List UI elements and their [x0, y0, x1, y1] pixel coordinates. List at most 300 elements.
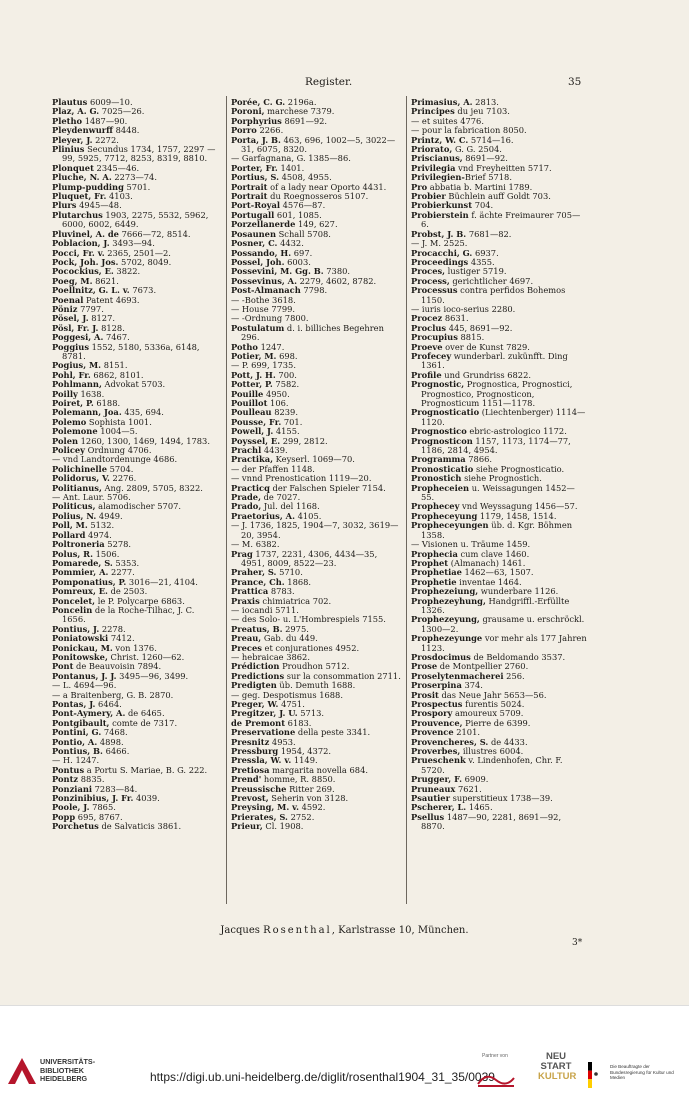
index-references: 2196a.: [285, 97, 317, 107]
index-references: von 1376.: [112, 642, 157, 653]
index-column-1: [52, 98, 220, 832]
index-references: Büchlein auff Goldt 703.: [445, 191, 551, 202]
index-references: wunderbarl. zukünfft. Ding 1361.: [421, 350, 568, 371]
publisher-address: , Karlstrasse 10, München.: [331, 925, 469, 936]
index-references: 4103.: [106, 191, 133, 202]
index-references: 4508, 4955.: [278, 172, 332, 183]
index-references: 4576—87.: [279, 200, 326, 211]
index-references: 8151.: [101, 360, 128, 371]
index-headword: Pontini, G.: [52, 727, 102, 738]
index-headword: Pontus: [52, 764, 85, 775]
index-headword: Portrait: [231, 191, 268, 202]
index-references: — House 7799.: [231, 303, 296, 314]
index-headword: Psautier: [411, 793, 450, 804]
index-references: 1149.: [291, 755, 318, 766]
index-column-3: [411, 98, 587, 832]
index-references: — Garfagnana, G. 1385—86.: [231, 153, 351, 164]
index-references: 8783.: [268, 586, 295, 597]
index-headword: Prophezeiung,: [411, 586, 479, 597]
index-entry: [411, 813, 587, 832]
index-headword: Pontgibault,: [52, 717, 110, 728]
index-headword: Pommier, A.: [52, 567, 109, 578]
index-references: G. G. 2504.: [452, 144, 502, 155]
index-headword: Propheceien: [411, 482, 470, 493]
index-entry: [52, 606, 220, 625]
index-headword: Pressla, W. v.: [231, 755, 292, 766]
index-headword: Polemann, Joa.: [52, 407, 122, 418]
index-references: sur la consommation 2711.: [284, 670, 401, 681]
index-headword: Pruneaux: [411, 783, 456, 794]
index-references: 7797.: [77, 303, 104, 314]
signature-mark: 3*: [572, 938, 583, 948]
index-entry: [411, 380, 587, 408]
index-headword: Probierkunst: [411, 200, 473, 211]
index-references: — der Pfaffen 1148.: [231, 463, 315, 474]
index-headword: Presnitz: [231, 736, 270, 747]
index-references: 1638.: [77, 388, 105, 399]
index-headword: Pösl, Fr. J.: [52, 322, 99, 333]
index-entry: [231, 324, 401, 343]
index-references: 7865.: [89, 802, 116, 813]
index-headword: Profile: [411, 369, 442, 380]
index-references: 2365, 2501—2.: [104, 247, 171, 258]
index-references: 1903, 2275, 5532, 5962, 6000, 6002, 6449.: [62, 209, 209, 230]
index-references: ebric-astrologico 1172.: [466, 426, 567, 437]
index-references: 4751.: [278, 699, 305, 709]
index-headword: Prance, Ch.: [231, 576, 285, 587]
index-headword: Possevinus, A.: [231, 275, 297, 286]
index-references: 2752.: [287, 811, 315, 822]
index-headword: Pletho: [52, 115, 83, 126]
index-headword: Pocci, Fr. v.: [52, 247, 105, 258]
index-entry: [411, 615, 587, 634]
index-headword: Procez: [411, 313, 443, 324]
index-column-2: [231, 98, 401, 832]
index-headword: Pocockius, E.: [52, 266, 114, 277]
index-references: 374.: [461, 680, 483, 691]
publisher-footer: [0, 925, 689, 936]
index-references: 3822.: [113, 266, 141, 277]
index-headword: Pontio, A.: [52, 736, 98, 747]
index-headword: Prieur,: [231, 821, 263, 832]
index-references: 4953.: [269, 736, 296, 747]
index-references: 8691—92.: [281, 115, 328, 126]
index-references: Sophista 1001.: [86, 416, 152, 427]
index-headword: Possando, H.: [231, 247, 292, 258]
index-headword: Poltroneria: [52, 539, 105, 550]
index-references: de la Roche-Tilhac, J. C. 1656.: [62, 604, 195, 625]
index-references: 2975.: [282, 623, 309, 634]
index-headword: de Premont: [231, 717, 286, 728]
index-entry: [231, 822, 401, 831]
index-references: 7467.: [103, 332, 130, 343]
index-headword: Profecey: [411, 350, 452, 361]
index-references: 2101.: [453, 727, 480, 738]
index-references: chimiatrica 702.: [259, 595, 332, 606]
index-headword: Poenal: [52, 294, 84, 305]
index-references: Proudhon 5712.: [279, 661, 350, 672]
index-headword: Pomreux, E.: [52, 586, 108, 597]
index-references: Seherin von 3128.: [268, 793, 349, 804]
index-headword: Pöniz: [52, 303, 78, 314]
index-references: Gab. du 449.: [261, 633, 318, 644]
column-divider: [226, 96, 227, 904]
index-references: 4355.: [468, 256, 495, 267]
index-headword: Poellnitz, G. L. v.: [52, 285, 130, 296]
index-headword: Preservatione: [231, 727, 296, 738]
index-headword: Portius, S.: [231, 172, 279, 183]
index-references: — J. 1736, 1825, 1904—7, 3032, 3619—20, 3954.: [231, 520, 399, 540]
index-references: 2266.: [256, 125, 284, 136]
index-headword: Prophet: [411, 557, 449, 568]
index-entry: [411, 211, 587, 230]
index-references: 7666—72, 8514.: [118, 228, 191, 239]
index-headword: Practicq: [231, 482, 270, 493]
index-headword: Plautus: [52, 97, 88, 107]
index-headword: Predictions: [231, 670, 285, 681]
index-references: 7681—82.: [466, 228, 512, 239]
index-headword: Pleydenwurff: [52, 125, 113, 136]
index-entry: [231, 136, 401, 155]
index-references: cum clave 1460.: [457, 548, 530, 559]
index-headword: Prevost,: [231, 793, 269, 804]
index-references: — iocandi 5711.: [231, 604, 299, 615]
index-headword: Poroni,: [231, 106, 265, 117]
index-headword: Pleyer, J.: [52, 134, 93, 145]
index-entry: [52, 343, 220, 362]
index-references: 4949.: [96, 510, 123, 521]
index-headword: Pluvinel, A. de: [52, 228, 119, 239]
index-headword: Praetorius, A.: [231, 510, 295, 521]
index-headword: Pontz: [52, 774, 79, 785]
university-library-logo-icon[interactable]: [8, 1056, 36, 1084]
index-references: 3495—96, 3499.: [116, 670, 189, 681]
index-headword: Poll, M.: [52, 520, 88, 531]
index-references: üb. Demuth 1688.: [276, 680, 356, 691]
index-entry: [411, 634, 587, 653]
index-references: 2813.: [472, 97, 499, 107]
index-headword: Prose: [411, 661, 438, 672]
index-headword: Prophetie: [411, 576, 457, 587]
index-references: — -Bothe 3618.: [231, 294, 296, 305]
index-headword: Priorato,: [411, 144, 453, 155]
library-name[interactable]: [40, 1058, 95, 1084]
index-references: 704.: [472, 200, 494, 211]
publisher-surname: Rosenthal: [263, 925, 332, 936]
index-headword: Programma: [411, 454, 466, 465]
index-references: du jeu 7103.: [454, 106, 510, 117]
index-headword: Postulatum: [231, 322, 285, 333]
library-name-line: UNIVERSITÄTS- BIBLIOTHEK HEIDELBERG: [40, 1057, 96, 1084]
index-references: der Falschen Spieler 7154.: [269, 482, 386, 493]
index-headword: Pousse, Fr.: [231, 416, 282, 427]
index-references: 435, 694.: [121, 407, 164, 418]
index-headword: Potter, P.: [231, 379, 273, 390]
index-references: Secundus 1734, 1757, 2297 —99, 5925, 7712, 8253, 8319, 8810.: [62, 144, 216, 164]
index-references: v. Lindenhofen, Chr. F. 5720.: [421, 755, 563, 775]
index-references: Handgriffl.-Erfüllte 1326.: [421, 595, 570, 615]
index-entry: [411, 286, 587, 305]
index-references: 5713.: [297, 708, 325, 719]
index-headword: Pronostich: [411, 473, 462, 484]
index-references: — vnd Landtordenunge 4686.: [52, 454, 178, 465]
index-references: 700.: [275, 369, 297, 380]
index-references: 1247.: [257, 341, 285, 352]
index-references: Schall 5708.: [275, 228, 331, 239]
index-references: 1462—63, 1507.: [461, 567, 534, 578]
index-references: 601, 1085.: [274, 209, 322, 220]
neustart-line1: NEU: [545, 1051, 567, 1062]
index-references: superstitieux 1738—39.: [449, 793, 553, 804]
index-headword: Plinius: [52, 144, 85, 155]
index-references: 6466.: [102, 746, 130, 757]
index-headword: Pro: [411, 181, 428, 192]
index-headword: Proclus: [411, 322, 447, 333]
index-references: Brief 5718.: [464, 172, 512, 183]
index-headword: Preces: [231, 642, 262, 653]
index-headword: Prueschenk: [411, 755, 466, 766]
index-headword: Politianus,: [52, 482, 102, 493]
index-headword: Proserpina: [411, 680, 462, 691]
index-references: 6909.: [462, 774, 489, 785]
index-headword: Post-Almanach: [231, 285, 301, 296]
index-references: — et suites 4776.: [411, 115, 484, 126]
index-references: Advokat 5703.: [101, 379, 166, 390]
index-references: 6862, 8101.: [90, 369, 144, 380]
index-headword: Ponickau, M.: [52, 642, 113, 653]
partner-logo-icon[interactable]: [474, 1070, 518, 1090]
index-headword: Provence: [411, 727, 454, 738]
index-references: — H. 1247.: [52, 755, 100, 766]
index-headword: Process,: [411, 275, 450, 286]
index-references: 299, 2812.: [280, 435, 328, 446]
index-references: 6937.: [472, 247, 499, 258]
index-headword: Primasius, A.: [411, 97, 473, 107]
index-references: (Almanach) 1461.: [448, 557, 526, 568]
index-references: Cl. 1908.: [262, 821, 304, 832]
index-headword: Praher, S.: [231, 567, 277, 578]
index-references: 7582.: [272, 379, 300, 390]
index-headword: Possel, Joh.: [231, 256, 285, 267]
index-headword: Prédiction: [231, 661, 280, 672]
index-headword: Preatus, B.: [231, 623, 283, 634]
column-divider: [406, 96, 407, 904]
index-references: 8835.: [78, 774, 105, 785]
index-references: 1179, 1458, 1514.: [477, 510, 557, 521]
index-references: f. ächte Freimaurer 705—6.: [421, 209, 581, 230]
index-references: vor mehr als 177 Jahren 1123.: [421, 633, 587, 653]
neustart-kultur-logo[interactable]: [538, 1051, 577, 1082]
index-headword: Provencheres, S.: [411, 736, 489, 747]
index-headword: Poblacion, J.: [52, 238, 110, 249]
index-references: de Montpellier 2760.: [437, 661, 529, 672]
page-url[interactable]: https://digi.ub.uni-heidelberg.de/diglit/rosenthal1904_31_35/0039: [150, 1070, 495, 1084]
index-headword: Pollard: [52, 529, 86, 540]
federal-commissioner-logo[interactable]: [588, 1062, 684, 1092]
index-headword: Politicus,: [52, 501, 96, 512]
index-headword: Poole, J.: [52, 802, 90, 813]
index-headword: Prattica: [231, 586, 269, 597]
index-entry: [411, 352, 587, 371]
index-references: 4898.: [97, 736, 124, 747]
index-references: — a Braitenberg, G. B. 2870.: [52, 689, 174, 700]
index-references: 6009—10.: [87, 97, 133, 107]
index-headword: Priscianus,: [411, 153, 463, 164]
index-references: üb. d. Kgr. Böhmen 1358.: [421, 520, 573, 540]
index-references: 3016—21, 4104.: [126, 576, 198, 587]
index-headword: Procacchi, G.: [411, 247, 473, 258]
index-headword: Ponitowske,: [52, 651, 108, 662]
index-references: de Salvaticis 3861.: [98, 821, 182, 832]
index-headword: Privilegia: [411, 162, 456, 173]
index-headword: Potier, M.: [231, 350, 277, 361]
index-headword: Pluche, N. A.: [52, 172, 112, 183]
index-headword: Prophetiae: [411, 567, 462, 578]
index-headword: Prospory: [411, 708, 453, 719]
index-references: grausame u. erschröckl. 1300—2.: [421, 614, 585, 634]
index-headword: Proces,: [411, 266, 446, 277]
index-headword: Prouvence,: [411, 717, 463, 728]
index-headword: Prugger, F.: [411, 774, 463, 785]
index-references: 2273—74.: [111, 172, 157, 183]
index-headword: Printz, W. C.: [411, 134, 469, 145]
index-headword: Prosit: [411, 689, 439, 700]
index-references: 149, 627.: [295, 219, 338, 230]
index-headword: Posaunen: [231, 228, 276, 239]
index-references: 7412.: [108, 633, 135, 644]
index-headword: Poyssel, E.: [231, 435, 281, 446]
running-head: [0, 76, 689, 90]
index-headword: Principes: [411, 106, 455, 117]
index-headword: Prophezeyung,: [411, 614, 480, 625]
index-references: 7673.: [129, 285, 157, 296]
index-references: (Liechtenberger) 1114—1120.: [421, 407, 586, 427]
index-references: 1157, 1173, 1174—77, 1186, 2814, 4954.: [421, 435, 571, 456]
index-references: 698.: [276, 350, 298, 361]
index-references: Ritter 269.: [286, 783, 335, 794]
index-entry: [411, 484, 587, 503]
index-headword: Pretiosa: [231, 764, 270, 775]
index-references: 4432.: [277, 238, 304, 249]
index-references: 7468.: [101, 727, 128, 738]
index-headword: Pluquet, Fr.: [52, 191, 107, 202]
index-headword: Plurs: [52, 200, 77, 211]
index-references: lustiger 5719.: [445, 266, 507, 277]
index-references: 4974.: [85, 529, 112, 540]
index-references: 701.: [281, 416, 303, 427]
index-references: margarita novella 684.: [269, 764, 368, 775]
index-references: abbatia b. Martini 1789.: [427, 181, 533, 192]
index-references: 3493—94.: [109, 238, 155, 249]
index-headword: Psellus: [411, 811, 445, 822]
index-headword: Proeve: [411, 341, 443, 352]
index-headword: Policey: [52, 445, 86, 456]
index-headword: Pronosticatio: [411, 463, 474, 474]
federal-commissioner-text: Die Beauftragte der Bundesregierung für Kultur und Medien: [610, 1064, 674, 1081]
index-headword: Pock, Joh. Jos.: [52, 256, 119, 267]
index-headword: Possevini, M. Gg. B.: [231, 266, 324, 277]
index-references: homme, R. 8850.: [261, 774, 336, 785]
index-headword: Popp: [52, 811, 76, 822]
partner-label: Partner von: [482, 1053, 508, 1059]
index-headword: Pont: [52, 661, 74, 672]
index-headword: Poeg, M.: [52, 275, 93, 286]
index-references: Pierre de 6399.: [462, 717, 531, 728]
index-references: — L. 4694—96.: [52, 680, 117, 691]
index-entry: [52, 211, 220, 230]
index-headword: Porro: [231, 125, 257, 136]
index-headword: Plump-pudding: [52, 181, 124, 192]
index-headword: Poggesi, A.: [52, 332, 104, 343]
index-headword: Portrait: [231, 181, 268, 192]
index-references: 445, 8691—92.: [446, 322, 513, 333]
index-references: de Beauvoisin 7894.: [73, 661, 162, 672]
index-headword: Pomponatius, P.: [52, 576, 127, 587]
index-headword: Poncelin: [52, 604, 93, 615]
index-references: — Ant. Laur. 5706.: [52, 492, 131, 503]
publisher-firstname: Jacques: [220, 925, 260, 936]
index-references: 8239.: [271, 407, 298, 418]
index-headword: Pouillot: [231, 398, 268, 408]
index-headword: Prierates, S.: [231, 811, 288, 822]
index-references: gerichtlicher 4697.: [449, 275, 534, 286]
index-headword: Polus, R.: [52, 548, 93, 559]
index-references: 1487—90.: [82, 115, 128, 126]
index-headword: Privilegien-: [411, 172, 465, 183]
index-headword: Probst, J. B.: [411, 228, 467, 239]
index-headword: Powell, J.: [231, 426, 274, 437]
index-references: 6188.: [93, 398, 121, 408]
index-headword: Porée, C. G.: [231, 97, 286, 107]
index-entry: [411, 408, 587, 427]
index-references: — pour la fabrication 8050.: [411, 125, 527, 136]
index-references: 7283—84.: [92, 783, 138, 794]
index-headword: Pontas, J.: [52, 699, 96, 709]
index-headword: Porter, Fr.: [231, 162, 278, 173]
index-references: Keyserl. 1069—70.: [273, 454, 355, 465]
index-references: 8127.: [88, 313, 115, 324]
index-references: Christ. 1260—62.: [107, 651, 185, 662]
index-references: — geg. Despotismus 1688.: [231, 689, 343, 700]
viewer-footer-bar: [0, 1005, 689, 1097]
index-headword: Polichinelle: [52, 463, 107, 474]
index-headword: Polemone: [52, 426, 98, 437]
index-headword: Preysing, M. v.: [231, 802, 299, 813]
index-references: 1004—5.: [97, 426, 138, 437]
page-title: Register.: [305, 76, 353, 88]
index-references: 256.: [503, 670, 525, 681]
index-entry: [411, 521, 587, 540]
index-references: 463, 696, 1002—5, 3022—31, 6075, 8320.: [241, 134, 396, 155]
index-headword: Pouille: [231, 388, 264, 399]
index-headword: Pohlmann,: [52, 379, 102, 390]
index-headword: Pontius, J.: [52, 623, 100, 634]
index-references: 106.: [267, 398, 289, 408]
index-headword: Prend': [231, 774, 262, 785]
index-headword: Proselytenmacherei: [411, 670, 504, 681]
index-references: 6003.: [284, 256, 311, 267]
index-references: 2276.: [109, 473, 137, 484]
index-headword: Pomarede, S.: [52, 557, 113, 568]
index-references: over de Kunst 7829.: [442, 341, 530, 352]
index-references: — vnnd Prenostication 1119—20.: [231, 473, 372, 484]
index-references: alamodischer 5707.: [95, 501, 182, 512]
page-number: 35: [568, 76, 582, 88]
index-headword: Prognostico: [411, 426, 467, 437]
index-headword: Preussische: [231, 783, 287, 794]
index-references: 8691—92.: [462, 153, 508, 164]
index-references: Ordnung 4706.: [85, 445, 152, 456]
